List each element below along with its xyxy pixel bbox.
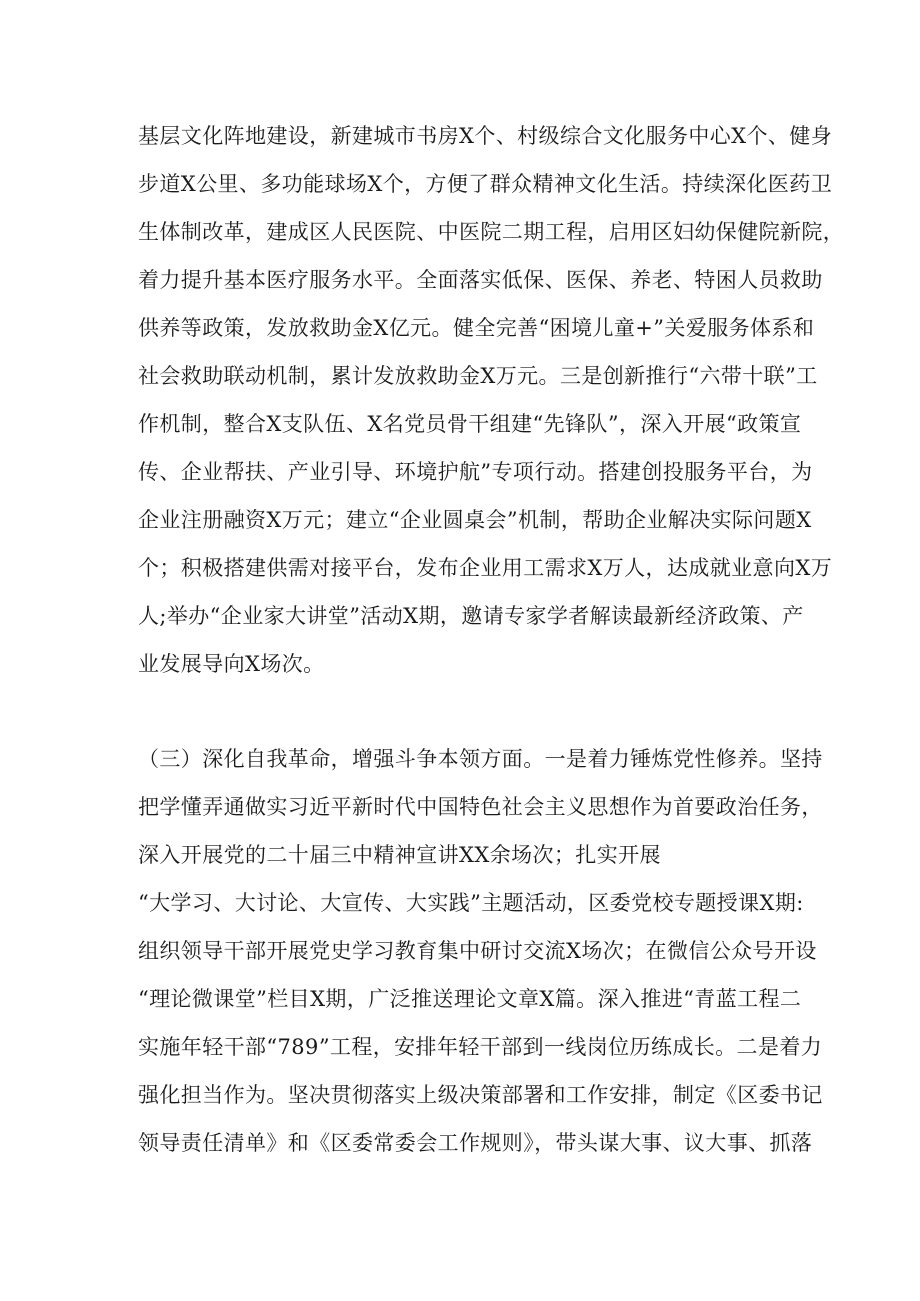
text-line: 企业注册融资X万元；建立“企业圆桌会”机制，帮助企业解决实际问题X <box>138 508 812 532</box>
text-line: 组织领导干部开展党史学习教育集中研讨交流X场次；在微信公众号开设 <box>138 939 817 963</box>
text-line: 实施年轻干部“789”工程，安排年轻干部到一线岗位历练成长。二是着力 <box>138 1035 823 1059</box>
text-line: 业发展导向X场次。 <box>138 652 325 676</box>
text-line: 深入开展党的二十届三中精神宣讲XX余场次；扎实开展 <box>138 843 661 867</box>
text-line: 个；积极搭建供需对接平台，发布企业用工需求X万人，达成就业意向X万 <box>138 556 833 580</box>
text-line: 生体制改革，建成区人民医院、中医院二期工程，启用区妇幼保健院新院， <box>138 220 845 244</box>
text-line: 传、企业帮扶、产业引导、环境护航”专项行动。搭建创投服务平台，为 <box>138 460 813 484</box>
text-line: （三）深化自我革命，增强斗争本领方面。一是着力锤炼党性修养。坚持 <box>138 747 823 771</box>
text-line: 把学懂弄通做实习近平新时代中国特色社会主义思想作为首要政治任务， <box>138 795 823 819</box>
text-line: 强化担当作为。坚决贯彻落实上级决策部署和工作安排，制定《区委书记 <box>138 1083 823 1107</box>
text-line: “理论微课堂”栏目X期，广泛推送理论文章X篇。深入推进“青蓝工程二 <box>138 987 802 1011</box>
text-line: 供养等政策，发放救助金X亿元。健全完善“困境儿童+”关爱服务体系和 <box>138 316 815 340</box>
text-line: 人;举办“企业家大讲堂”活动X期，邀请专家学者解读最新经济政策、产 <box>138 604 804 628</box>
text-line: 步道X公里、多功能球场X个，方便了群众精神文化生活。持续深化医药卫 <box>138 172 833 196</box>
text-line: 作机制，整合X支队伍、X名党员骨干组建“先锋队”，深入开展“政策宣 <box>138 412 802 436</box>
text-line: 着力提升基本医疗服务水平。全面落实低保、医保、养老、特困人员救助 <box>138 268 823 292</box>
text-line: 社会救助联动机制，累计发放救助金X万元。三是创新推行“六带十联”工 <box>138 364 818 388</box>
text-line: 领导责任清单》和《区委常委会工作规则》，带头谋大事、议大事、抓落 <box>138 1131 813 1155</box>
text-line: “大学习、大讨论、大宣传、大实践”主题活动，区委党校专题授课X期: <box>138 891 804 915</box>
paragraph-self-revolution <box>138 735 823 1167</box>
paragraph-culture-health-welfare <box>138 112 845 688</box>
text-line: 基层文化阵地建设，新建城市书房X个、村级综合文化服务中心X个、健身 <box>138 124 833 148</box>
